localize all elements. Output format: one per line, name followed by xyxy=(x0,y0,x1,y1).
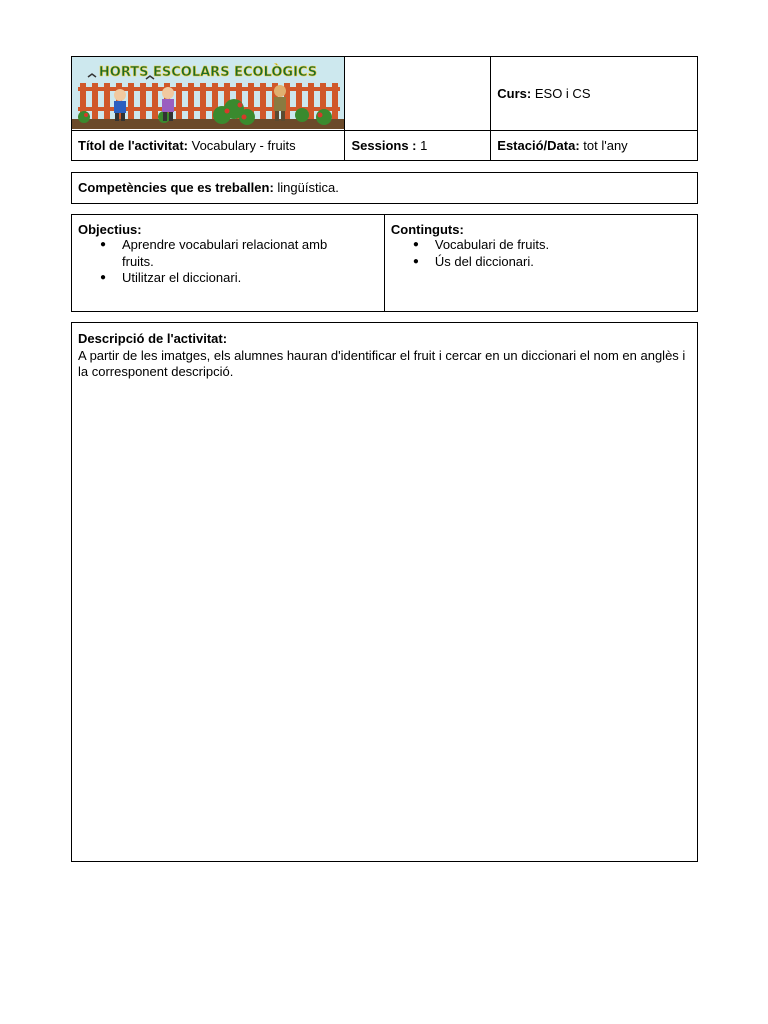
sessions-label: Sessions : xyxy=(351,138,417,153)
list-item: ● Utilitzar el diccionari. xyxy=(122,270,350,287)
list-item: ● Aprendre vocabulari relacionat amb fruits. xyxy=(122,237,350,270)
activity-title-label: Títol de l'activitat: xyxy=(78,138,188,153)
description-label: Descripció de l'activitat: xyxy=(78,331,228,346)
description-box xyxy=(71,322,698,862)
competencies-box xyxy=(71,172,698,204)
header-table xyxy=(71,56,698,161)
competencies-label: Competències que es treballen: xyxy=(78,180,274,195)
logo-cell xyxy=(72,57,345,131)
activity-title-cell xyxy=(72,131,345,161)
competencies-value: lingüística. xyxy=(277,180,339,195)
objectives-list xyxy=(78,237,350,287)
contents-list xyxy=(391,237,691,270)
empty-header-cell xyxy=(345,57,491,131)
sessions-value: 1 xyxy=(420,138,428,153)
list-item: ● Ús del diccionari. xyxy=(435,254,691,271)
objectives-contents-table xyxy=(71,214,698,312)
objectives-cell xyxy=(72,215,385,312)
school-garden-logo xyxy=(72,57,344,129)
contents-cell xyxy=(384,215,697,312)
station-date-cell xyxy=(491,131,698,161)
list-item: ● Vocabulari de fruits. xyxy=(435,237,691,254)
description-text: A partir de les imatges, els alumnes hauran d'identificar el fruit i cercar en un diccionari el nom en anglès i la corresponent descripció. xyxy=(78,347,686,379)
course-label: Curs: xyxy=(497,86,532,101)
station-date-value: tot l'any xyxy=(583,138,628,153)
objectives-label: Objectius: xyxy=(78,222,142,237)
course-value: ESO i CS xyxy=(534,86,591,101)
activity-title-value: Vocabulary - fruits xyxy=(191,138,296,153)
contents-label: Continguts: xyxy=(390,222,464,237)
course-cell xyxy=(491,57,698,131)
sessions-cell xyxy=(345,131,491,161)
station-date-label: Estació/Data: xyxy=(497,138,580,153)
svg-text:HORTS ESCOLARS ECOLÒGICS: HORTS ESCOLARS ECOLÒGICS xyxy=(98,65,318,80)
